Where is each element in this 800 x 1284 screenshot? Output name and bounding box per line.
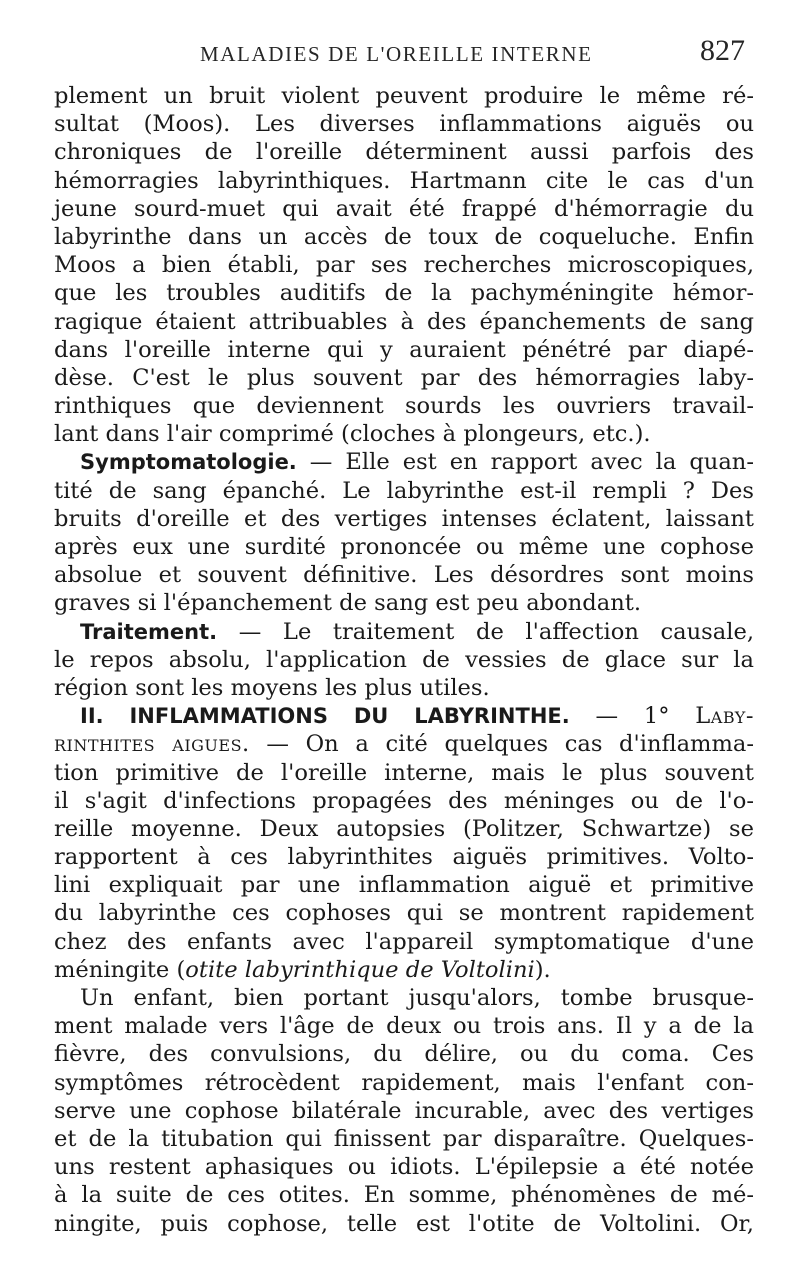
text-line (54, 1069, 754, 1097)
line-text: dèse. C'est le plus souvent par des hémorragies laby- (54, 364, 754, 391)
text-line (54, 702, 754, 730)
text-line (54, 420, 754, 448)
line-text: — 1° (569, 703, 696, 730)
line-text: le repos absolu, l'application de vessies de glace sur la (54, 646, 754, 673)
line-text: tité de sang épanché. Le labyrinthe est-il rempli ? Des (54, 477, 754, 504)
line-text: ). (534, 956, 551, 983)
line-text: lini expliquait par une inflammation aiguë et primitive (54, 872, 754, 899)
line-text: graves si l'épanchement de sang est peu abondant. (54, 590, 642, 617)
text-line (54, 871, 754, 899)
text-line (54, 308, 754, 336)
text-line (54, 674, 754, 702)
text-line (54, 815, 754, 843)
text-line (54, 195, 754, 223)
text-line (54, 392, 754, 420)
section-heading-symptomatologie: Symptomatologie. (80, 450, 297, 475)
text-line (54, 477, 754, 505)
line-text: — Elle est en rapport avec la quan- (296, 449, 754, 476)
text-line (54, 82, 754, 110)
line-text: reille moyenne. Deux autopsies (Politzer, Schwartze) se (54, 815, 754, 842)
line-text: tion primitive de l'oreille interne, mais le plus souvent (54, 759, 754, 786)
line-text: rapportent à ces labyrinthites aiguës primitives. Volto- (54, 844, 754, 871)
running-head-title: MALADIES DE L'OREILLE INTERNE (200, 42, 593, 66)
text-line (54, 589, 754, 617)
line-text: uns restent aphasiques ou idiots. L'épilepsie a été notée (54, 1154, 754, 1181)
section-heading-inflammations: II. INFLAMMATIONS DU LABYRINTHE. (80, 704, 570, 729)
text-line (54, 279, 754, 307)
line-text: hémorragies labyrinthiques. Hartmann cite le cas d'un (54, 167, 754, 194)
body-text (54, 82, 754, 1238)
line-text: il s'agit d'infections propagées des méninges ou de l'o- (54, 787, 754, 814)
line-text: jeune sourd-muet qui avait été frappé d'hémorragie du (54, 195, 754, 222)
text-line (54, 448, 754, 476)
text-line (54, 1040, 754, 1068)
line-text: symptômes rétrocèdent rapidement, mais l'enfant con- (54, 1069, 754, 1096)
line-text: et de la titubation qui finissent par disparaître. Quelques- (54, 1125, 754, 1152)
line-text: chez des enfants avec l'appareil symptomatique d'une (54, 928, 754, 955)
line-text: labyrinthe dans un accès de toux de coqueluche. Enfin (54, 223, 754, 250)
text-line (54, 110, 754, 138)
text-line (54, 167, 754, 195)
text-line (54, 561, 754, 589)
text-line (54, 984, 754, 1012)
line-text: méningite ( (54, 956, 186, 983)
line-text: ment malade vers l'âge de deux ou trois ans. Il y a de la (54, 1013, 754, 1040)
line-text: du labyrinthe ces cophoses qui se montrent rapidement (54, 900, 754, 927)
subsection-heading-end: rinthites aigues. (54, 731, 250, 758)
section-heading-traitement: Traitement. (80, 619, 218, 644)
text-line (54, 843, 754, 871)
italic-term: otite labyrinthique de Voltolini (185, 956, 535, 983)
page-number: 827 (700, 34, 745, 67)
text-line (54, 956, 754, 984)
text-line (54, 928, 754, 956)
line-text: serve une cophose bilatérale incurable, avec des vertiges (54, 1097, 754, 1124)
text-line (54, 1210, 754, 1238)
text-line (54, 336, 754, 364)
line-text: absolue et souvent définitive. Les désordres sont moins (54, 562, 754, 589)
line-text: à la suite de ces otites. En somme, phénomènes de mé- (54, 1182, 754, 1209)
line-text: — Le traitement de l'affection causale, (217, 618, 754, 645)
line-text: région sont les moyens les plus utiles. (54, 674, 490, 701)
text-line (54, 251, 754, 279)
line-text: Moos a bien établi, par ses recherches microscopiques, (54, 252, 754, 279)
text-line (54, 618, 754, 646)
text-line (54, 364, 754, 392)
text-line (54, 787, 754, 815)
line-text: plement un bruit violent peuvent produire le même ré- (54, 83, 754, 109)
text-line (54, 899, 754, 927)
line-text: chroniques de l'oreille déterminent aussi parfois des (54, 139, 754, 166)
line-text: lant dans l'air comprimé (cloches à plongeurs, etc.). (54, 421, 651, 448)
text-line (54, 759, 754, 787)
line-text: dans l'oreille interne qui y auraient pénétré par diapé- (54, 336, 754, 363)
line-text: — On a cité quelques cas d'inflamma- (249, 731, 755, 758)
line-text: bruits d'oreille et des vertiges intenses éclatent, laissant (54, 505, 754, 532)
text-line (54, 730, 754, 758)
line-text: ragique étaient attribuables à des épanchements de sang (54, 308, 754, 335)
text-line (54, 646, 754, 674)
text-line (54, 223, 754, 251)
text-line (54, 1153, 754, 1181)
line-text: Un enfant, bien portant jusqu'alors, tombe brusque- (80, 985, 754, 1011)
line-text: rinthiques que deviennent sourds les ouvriers travail- (54, 393, 754, 420)
text-line (54, 138, 754, 166)
line-text: que les troubles auditifs de la pachyméningite hémor- (54, 280, 754, 307)
running-header (0, 32, 800, 72)
line-text: après eux une surdité prononcée ou même une cophose (54, 534, 754, 560)
line-text: sultat (Moos). Les diverses inflammations aiguës ou (54, 111, 754, 138)
text-line (54, 533, 754, 561)
text-line (54, 1012, 754, 1040)
line-text: ningite, puis cophose, telle est l'otite de Voltolini. Or, (54, 1210, 754, 1237)
subsection-heading-start: Laby- (695, 703, 754, 730)
text-line (54, 1097, 754, 1125)
line-text: fièvre, des convulsions, du délire, ou du coma. Ces (54, 1041, 754, 1068)
text-line (54, 505, 754, 533)
text-line (54, 1125, 754, 1153)
text-line (54, 1181, 754, 1209)
